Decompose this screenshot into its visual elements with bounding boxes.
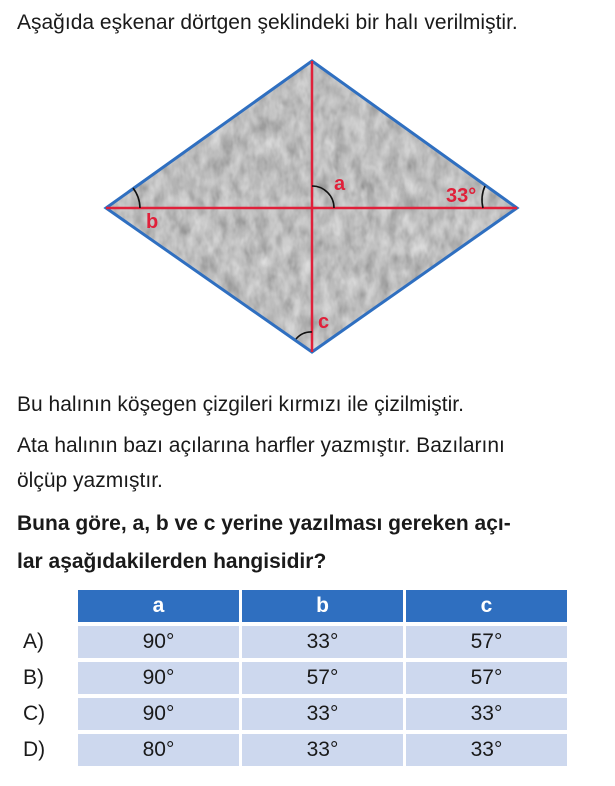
value-b: 33°: [242, 626, 403, 658]
value-c: 57°: [406, 626, 567, 658]
value-b: 33°: [242, 734, 403, 766]
label-b: b: [146, 211, 159, 233]
label-33-degrees: 33°: [446, 185, 477, 207]
intro-text: Aşağıda eşkenar dörtgen şeklindeki bir halı verilmiştir.: [17, 11, 518, 34]
header-spacer: [21, 590, 75, 622]
question-prompt-line-2: lar aşağıdakilerden hangisidir?: [17, 550, 327, 573]
value-a: 90°: [78, 698, 239, 730]
rhombus-carpet-figure: [100, 56, 525, 354]
description-line-1: Ata halının bazı açılarına harfler yazmıştır. Bazılarını: [17, 434, 505, 457]
header-a: a: [78, 590, 239, 622]
diagonals-text: Bu halının köşegen çizgileri kırmızı ile çizilmiştir.: [17, 393, 464, 416]
header-c: c: [406, 590, 567, 622]
value-a: 80°: [78, 734, 239, 766]
value-b: 57°: [242, 662, 403, 694]
option-label[interactable]: C): [23, 702, 46, 725]
answer-table: [18, 586, 570, 770]
option-label[interactable]: B): [23, 666, 44, 689]
description-line-2: ölçüp yazmıştır.: [17, 469, 163, 492]
value-a: 90°: [78, 626, 239, 658]
question-prompt-line-1: Buna göre, a, b ve c yerine yazılması gereken açı-: [17, 512, 511, 535]
value-a: 90°: [78, 662, 239, 694]
option-label[interactable]: D): [23, 738, 46, 761]
value-c: 33°: [406, 698, 567, 730]
option-row-b[interactable]: [21, 662, 567, 694]
option-row-d[interactable]: [21, 734, 567, 766]
header-b: b: [242, 590, 403, 622]
label-c: c: [318, 311, 330, 333]
value-c: 33°: [406, 734, 567, 766]
label-a: a: [334, 173, 346, 195]
answer-table-header: [21, 590, 567, 622]
option-row-c[interactable]: [21, 698, 567, 730]
value-c: 57°: [406, 662, 567, 694]
option-label[interactable]: A): [23, 630, 44, 653]
value-b: 33°: [242, 698, 403, 730]
option-row-a[interactable]: [21, 626, 567, 658]
